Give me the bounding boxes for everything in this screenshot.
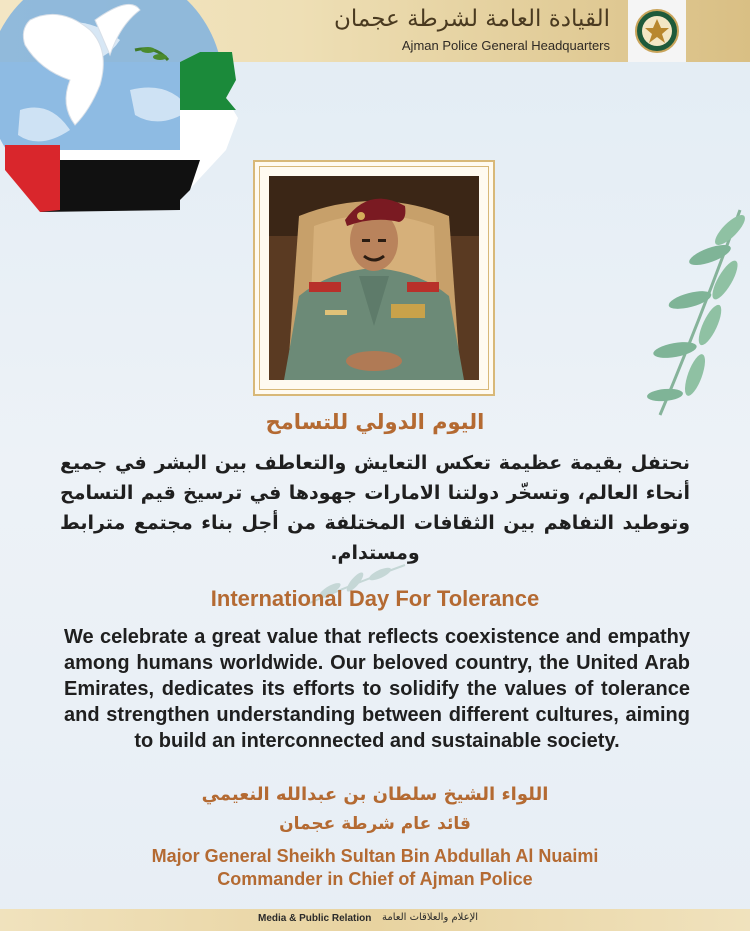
- portrait-frame: [253, 160, 495, 396]
- olive-branch-decoration: [640, 200, 750, 420]
- footer-department-arabic: الإعلام والعلاقات العامة: [382, 912, 479, 923]
- title-arabic: اليوم الدولي للتسامح: [265, 410, 485, 434]
- body-text-english: We celebrate a great value that reflects coexistence and empathy among humans worldwide. Our beloved country, the United Arab Emirates, dedicates its efforts to solidify the values of tolerance and strengthen understanding between different cultures, aiming to build an interconnected and sustainable society.: [64, 626, 690, 752]
- signature-name-arabic: اللواء الشيخ سلطان بن عبدالله النعيمي: [201, 784, 549, 805]
- portrait-photo: [269, 176, 479, 380]
- footer-bar: [0, 909, 750, 931]
- body-text-arabic: نحتفل بقيمة عظيمة تعكس التعايش والتعاطف بين البشر في جميع أنحاء العالم، وتسخّر دولتنا الامارات جهودها في ترسيخ قيم التسامح وتوطيد التفاهم بين الثقافات المختلفة من أجل بناء مجتمع مترابط ومستدام.: [60, 452, 690, 564]
- org-name-arabic: القيادة العامة لشرطة عجمان: [334, 6, 610, 32]
- footer-department-english: Media & Public Relation: [258, 913, 372, 924]
- police-emblem: [628, 0, 686, 62]
- signature-name-english: Major General Sheikh Sultan Bin Abdullah Al Nuaimi: [151, 846, 599, 866]
- globe-dove-flag-decoration: [0, 0, 250, 240]
- org-name-english: Ajman Police General Headquarters: [401, 38, 610, 53]
- signature-role-arabic: قائد عام شرطة عجمان: [279, 814, 471, 834]
- title-english: International Day For Tolerance: [210, 586, 540, 611]
- signature-role-english: Commander in Chief of Ajman Police: [217, 869, 533, 889]
- emblem-icon: [634, 6, 680, 56]
